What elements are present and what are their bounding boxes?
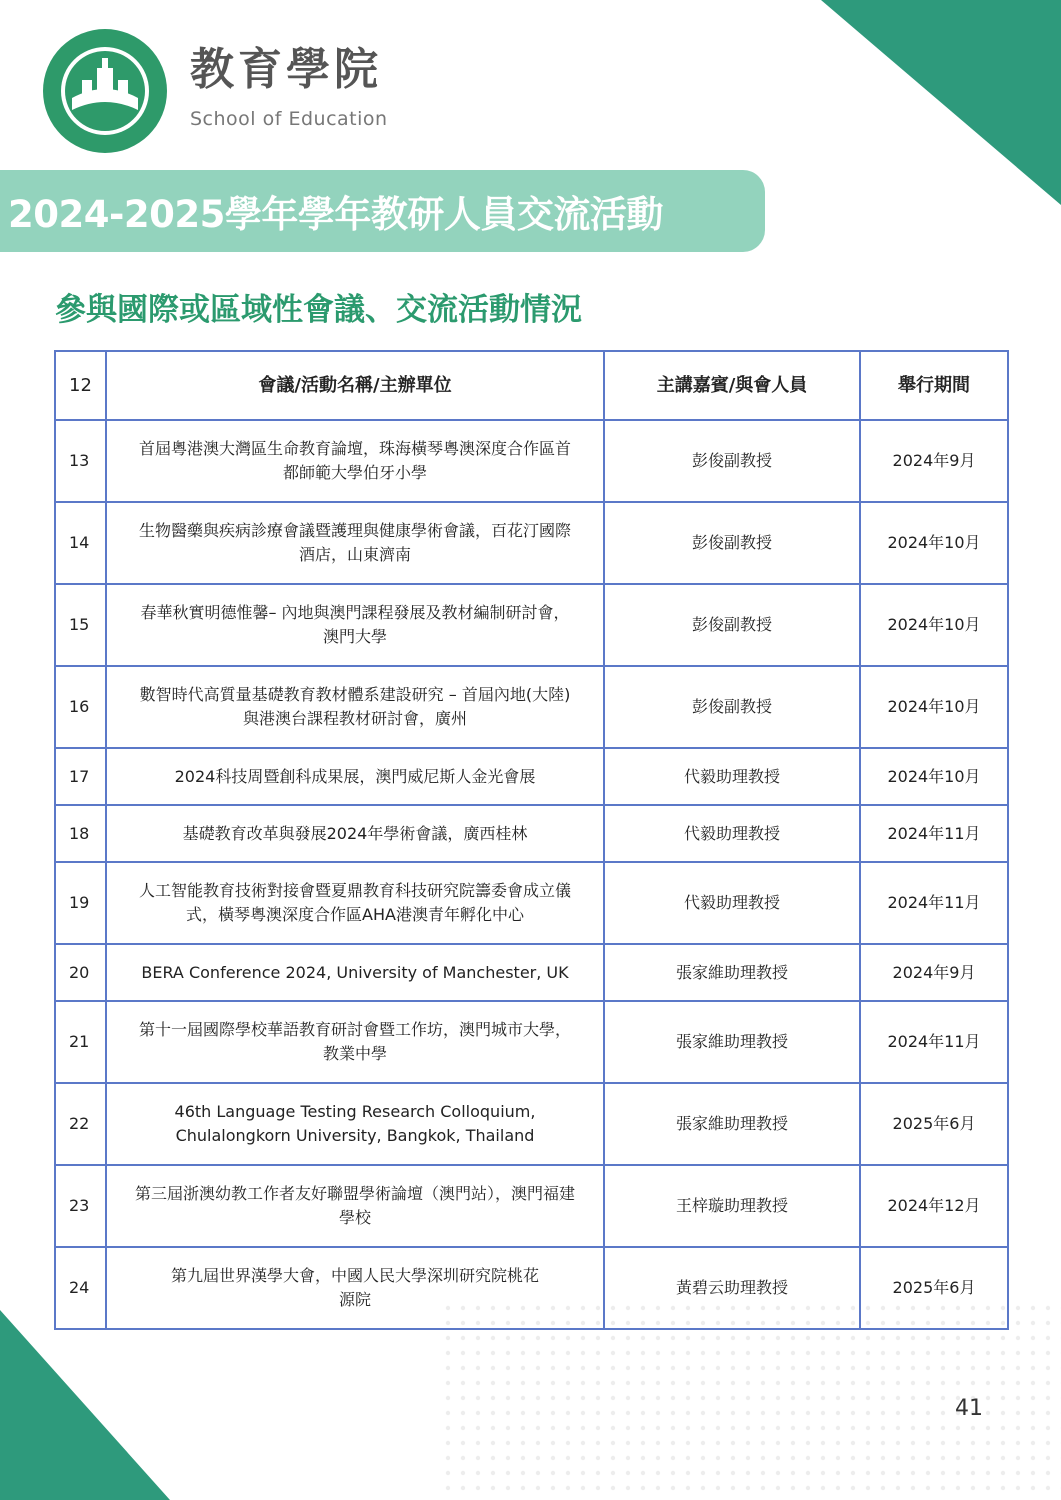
- row-speaker: 代毅助理教授: [604, 748, 860, 805]
- activity-name-line-1: 第三屆浙澳幼教工作者友好聯盟學術論壇（澳門站），澳門福建: [134, 1184, 575, 1203]
- activity-name-line-2: Chulalongkorn University, Bangkok, Thailand: [175, 1126, 535, 1145]
- header-no: 12: [55, 351, 106, 420]
- activity-name-line-1: 第九屆世界漢學大會，中國人民大學深圳研究院桃花: [170, 1266, 539, 1285]
- row-number: 16: [55, 666, 106, 748]
- row-period: 2024年11月: [860, 862, 1008, 944]
- row-activity-name: [106, 1001, 604, 1083]
- row-activity-name: [106, 944, 604, 1001]
- table-row: [55, 862, 1008, 944]
- row-activity-name: [106, 1083, 604, 1165]
- activity-name-line-2: 源院: [338, 1290, 371, 1309]
- row-speaker: 彭俊副教授: [604, 584, 860, 666]
- banner-title: 2024-2025學年學年教研人員交流活動: [8, 193, 663, 236]
- row-speaker: 王梓璇助理教授: [604, 1165, 860, 1247]
- row-speaker: 彭俊副教授: [604, 502, 860, 584]
- activity-name-line-1: 基礎教育改革與發展2024年學術會議，廣西桂林: [182, 823, 528, 843]
- row-activity-name: [106, 1165, 604, 1247]
- row-period: 2024年9月: [860, 420, 1008, 502]
- school-name-english: School of Education: [190, 108, 388, 130]
- school-name-chinese: 教育學院: [190, 44, 382, 95]
- row-activity-name: [106, 420, 604, 502]
- row-speaker: 代毅助理教授: [604, 805, 860, 862]
- row-activity-name: [106, 502, 604, 584]
- row-period: 2024年12月: [860, 1165, 1008, 1247]
- university-logo: [42, 28, 168, 154]
- row-number: 13: [55, 420, 106, 502]
- row-number: 23: [55, 1165, 106, 1247]
- row-speaker: 張家維助理教授: [604, 1083, 860, 1165]
- table-row: [55, 1001, 1008, 1083]
- table-row: [55, 1247, 1008, 1329]
- row-period: 2024年11月: [860, 1001, 1008, 1083]
- activity-name-line-1: 春華秋實明德惟馨– 內地與澳門課程發展及教材編制研討會，: [140, 603, 570, 622]
- row-activity-name: [106, 862, 604, 944]
- activity-table: [54, 350, 1009, 1330]
- row-number: 17: [55, 748, 106, 805]
- header-speaker: 主講嘉賓/與會人員: [604, 351, 860, 420]
- row-speaker: 彭俊副教授: [604, 666, 860, 748]
- activity-name-line-1: 數智時代高質量基礎教育教材體系建設研究 – 首屆內地(大陸): [139, 685, 571, 704]
- row-period: 2024年10月: [860, 584, 1008, 666]
- corner-decoration-top-right: [821, 0, 1061, 205]
- activity-name-line-1: 46th Language Testing Research Colloquium,: [174, 1102, 536, 1121]
- activity-name-line-1: 人工智能教育技術對接會暨夏鼎教育科技研究院籌委會成立儀: [138, 881, 571, 900]
- row-period: 2024年10月: [860, 748, 1008, 805]
- corner-decoration-bottom-left: [0, 1310, 170, 1500]
- row-speaker: 代毅助理教授: [604, 862, 860, 944]
- row-speaker: 黃碧云助理教授: [604, 1247, 860, 1329]
- table-row: [55, 666, 1008, 748]
- row-period: 2024年11月: [860, 805, 1008, 862]
- activity-name-line-1: 生物醫藥與疾病診療會議暨護理與健康學術會議，百花汀國際: [138, 521, 571, 540]
- activity-name-line-2: 學校: [338, 1208, 371, 1227]
- row-period: 2024年9月: [860, 944, 1008, 1001]
- row-activity-name: [106, 1247, 604, 1329]
- row-number: 14: [55, 502, 106, 584]
- activity-name-line-2: 都師範大學伯牙小學: [282, 463, 427, 482]
- page-number: 41: [955, 1396, 983, 1421]
- table-row: [55, 502, 1008, 584]
- row-activity-name: [106, 666, 604, 748]
- activity-name-line-2: 酒店，山東濟南: [298, 545, 411, 564]
- activity-name-line-2: 教業中學: [322, 1044, 387, 1063]
- row-number: 22: [55, 1083, 106, 1165]
- row-period: 2024年10月: [860, 502, 1008, 584]
- row-number: 24: [55, 1247, 106, 1329]
- table-row: [55, 805, 1008, 862]
- row-activity-name: [106, 748, 604, 805]
- row-speaker: 張家維助理教授: [604, 1001, 860, 1083]
- activity-name-line-2: 與港澳台課程教材研討會，廣州: [242, 709, 467, 728]
- row-number: 20: [55, 944, 106, 1001]
- activity-name-line-2: 式，橫琴粵澳深度合作區AHA港澳青年孵化中心: [186, 905, 524, 924]
- row-period: 2024年10月: [860, 666, 1008, 748]
- activity-name-line-1: 首屆粵港澳大灣區生命教育論壇，珠海橫琴粵澳深度合作區首: [138, 439, 571, 458]
- row-number: 15: [55, 584, 106, 666]
- row-period: 2025年6月: [860, 1247, 1008, 1329]
- table-row: [55, 420, 1008, 502]
- row-activity-name: [106, 584, 604, 666]
- header-name: 會議/活動名稱/主辦單位: [106, 351, 604, 420]
- table-header-row: [55, 351, 1008, 420]
- activity-name-line-1: 2024科技周暨創科成果展，澳門威尼斯人金光會展: [174, 766, 536, 786]
- table-row: [55, 944, 1008, 1001]
- row-number: 19: [55, 862, 106, 944]
- activity-name-line-1: 第十一屆國際學校華語教育研討會暨工作坊，澳門城市大學，: [138, 1020, 571, 1039]
- row-speaker: 彭俊副教授: [604, 420, 860, 502]
- table-row: [55, 584, 1008, 666]
- row-speaker: 張家維助理教授: [604, 944, 860, 1001]
- activity-name-line-1: BERA Conference 2024, University of Manchester, UK: [141, 962, 569, 982]
- table-row: [55, 1083, 1008, 1165]
- title-banner: [0, 170, 765, 252]
- row-number: 21: [55, 1001, 106, 1083]
- row-number: 18: [55, 805, 106, 862]
- header-period: 舉行期間: [860, 351, 1008, 420]
- section-subtitle: 參與國際或區域性會議、交流活動情況: [55, 292, 582, 328]
- table-row: [55, 1165, 1008, 1247]
- activity-name-line-2: 澳門大學: [322, 627, 387, 646]
- row-activity-name: [106, 805, 604, 862]
- row-period: 2025年6月: [860, 1083, 1008, 1165]
- table-row: [55, 748, 1008, 805]
